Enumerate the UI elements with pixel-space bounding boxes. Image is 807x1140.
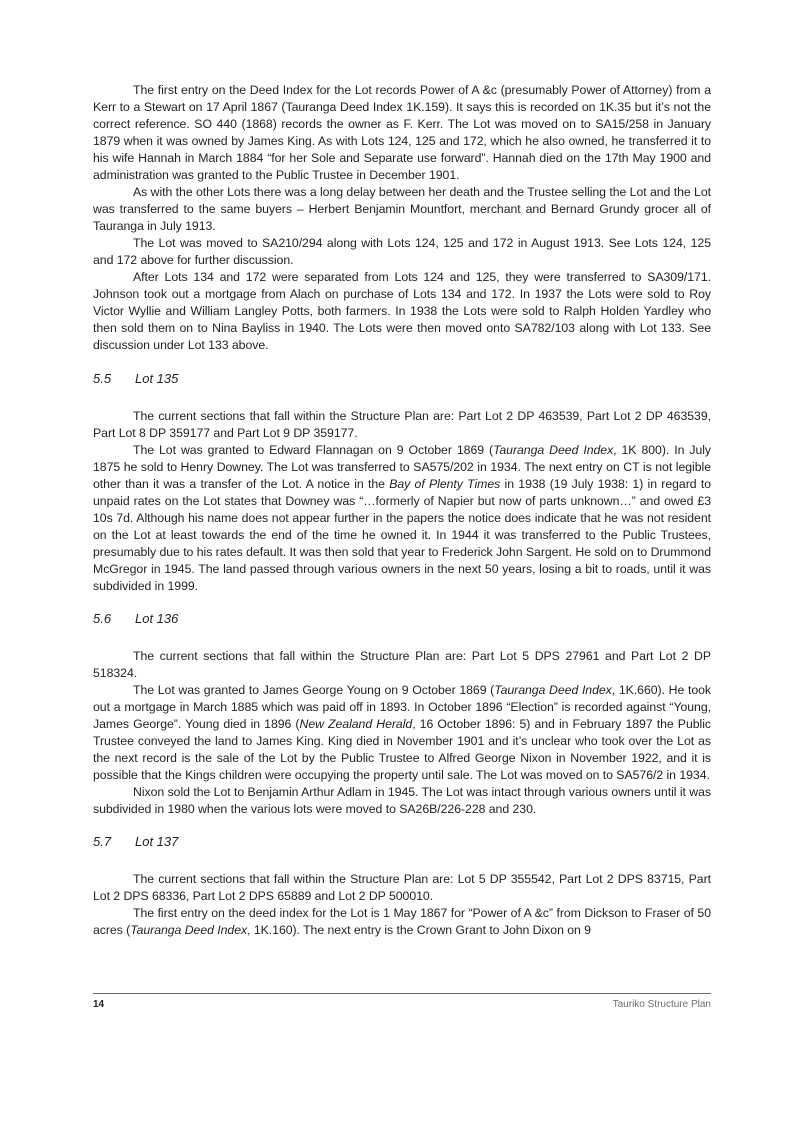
- section-heading-5-7: [93, 833, 711, 850]
- section-title: Lot 136: [135, 611, 179, 626]
- section-heading-5-6: [93, 610, 711, 627]
- intro-paragraph-2: As with the other Lots there was a long delay between her death and the Trustee selling the Lot and the Lot was transferred to the same buyers – Herbert Benjamin Mountfort, merchant and Bernard Grundy grocer all of Tauranga in July 1913.: [93, 185, 711, 233]
- section-5-6-paragraph-1: The current sections that fall within the Structure Plan are: Part Lot 5 DPS 27961 and Part Lot 2 DP 518324.: [93, 649, 711, 680]
- citation-italic: Bay of Plenty Times: [389, 477, 501, 491]
- section-number: 5.7: [93, 834, 112, 849]
- text-run: , 1K.660). He took out a mortgage in March 1885 which was paid off in 1893. In October 1896 “Election” is recorded against “Young, James George”. Young died in 1896 (: [93, 683, 711, 731]
- text-run: in 1938 (19 July 1938: 1) in regard to unpaid rates on the Lot states that Downey was “…formerly of Napier but now of parts unknown…” and owed £3 10s 7d. Although his name does not appear further in the papers the notice does indicate that he was not resident on the Lot at least towards the end of the time he owned it. In 1944 it was transferred to the Public Trustees, presumably due to his rates default. It was then sold that year to Frederick John Sargent. He sold on to Drummond McGregor in 1945. The land passed through various owners in the next 50 years, losing a bit to roads, until it was subdivided in 1999.: [93, 477, 711, 593]
- text-run: The first entry on the deed index for the Lot is 1 May 1867 for “Power of A &c” from Dickson to Fraser of 50 acres (: [93, 906, 711, 937]
- text-run: , 1K.160). The next entry is the Crown Grant to John Dixon on 9: [247, 923, 591, 937]
- page-body: [93, 82, 711, 939]
- section-5-5-paragraph-2: [93, 442, 711, 595]
- section-heading-5-5: [93, 370, 711, 387]
- section-5-7-paragraph-2: [93, 905, 711, 939]
- page-number: 14: [93, 999, 105, 1010]
- intro-paragraph-4: After Lots 134 and 172 were separated from Lots 124 and 125, they were transferred to SA309/171. Johnson took out a mortgage from Alach on purchase of Lots 134 and 172. In 1937 the Lots were sold to Roy Victor Wyllie and William Langley Potts, both farmers. In 1938 the Lots were sold to Ralph Holden Yardley who then sold them on to Nina Bayliss in 1940. The Lots were then moved onto SA782/103 along with Lot 133. See discussion under Lot 133 above.: [93, 270, 711, 352]
- document-title: Tauriko Structure Plan: [612, 999, 711, 1010]
- citation-italic: Tauranga Deed Index: [494, 683, 612, 697]
- section-title: Lot 135: [135, 371, 179, 386]
- section-title: Lot 137: [135, 834, 179, 849]
- section-5-6-paragraph-3: Nixon sold the Lot to Benjamin Arthur Adlam in 1945. The Lot was intact through various owners until it was subdivided in 1980 when the various lots were moved to SA26B/226-228 and 230.: [93, 785, 711, 816]
- citation-italic: Tauranga Deed Index: [130, 923, 248, 937]
- text-run: The Lot was granted to Edward Flannagan on 9 October 1869 (: [133, 443, 494, 457]
- intro-paragraph-1: The first entry on the Deed Index for the Lot records Power of A &c (presumably Power of Attorney) from a Kerr to a Stewart on 17 April 1867 (Tauranga Deed Index 1K.159). It says this is recorded on 1K.35 but it’s not the correct reference. SO 440 (1868) records the owner as F. Kerr. The Lot was moved on to SA15/258 in January 1879 when it was owned by James King. As with Lots 124, 125 and 172, which he also owned, he transferred it to his wife Hannah in March 1884 “for her Sole and Separate use forward”. Hannah died on the 17th May 1900 and administration was granted to the Public Trustee in December 1901.: [93, 83, 711, 182]
- text-run: The Lot was granted to James George Young on 9 October 1869 (: [133, 683, 495, 697]
- footer-divider: [93, 993, 711, 994]
- section-5-5-paragraph-1: The current sections that fall within the Structure Plan are: Part Lot 2 DP 463539, Part Lot 2 DP 463539, Part Lot 8 DP 359177 and Part Lot 9 DP 359177.: [93, 409, 711, 440]
- intro-paragraph-3: The Lot was moved to SA210/294 along with Lots 124, 125 and 172 in August 1913. See Lots 124, 125 and 172 above for further discussion.: [93, 236, 711, 267]
- citation-italic: New Zealand Herald: [299, 717, 413, 731]
- section-number: 5.5: [93, 371, 112, 386]
- section-5-6-paragraph-2: [93, 682, 711, 784]
- text-run: , 1K 800). In July 1875 he sold to Henry Downey. The Lot was transferred to SA575/202 in 1934. The next entry on CT is not legible other than it was a transfer of the Lot. A notice in the: [93, 443, 712, 491]
- section-number: 5.6: [93, 611, 112, 626]
- text-run: , 16 October 1896: 5) and in February 1897 the Public Trustee conveyed the land to James King. King died in November 1901 and it’s unclear who took over the Lot as the next record is the sale of the Lot by the Public Trustee to Alfred George Nixon in November 1922, and it is possible that the Kings children were occupying the property until sale. The Lot was moved on to SA576/2 in 1934.: [93, 717, 711, 782]
- section-5-7-paragraph-1: The current sections that fall within the Structure Plan are: Lot 5 DP 355542, Part Lot 2 DPS 83715, Part Lot 2 DPS 68336, Part Lot 2 DPS 65889 and Lot 2 DP 500010.: [93, 872, 711, 903]
- citation-italic: Tauranga Deed Index: [493, 443, 614, 457]
